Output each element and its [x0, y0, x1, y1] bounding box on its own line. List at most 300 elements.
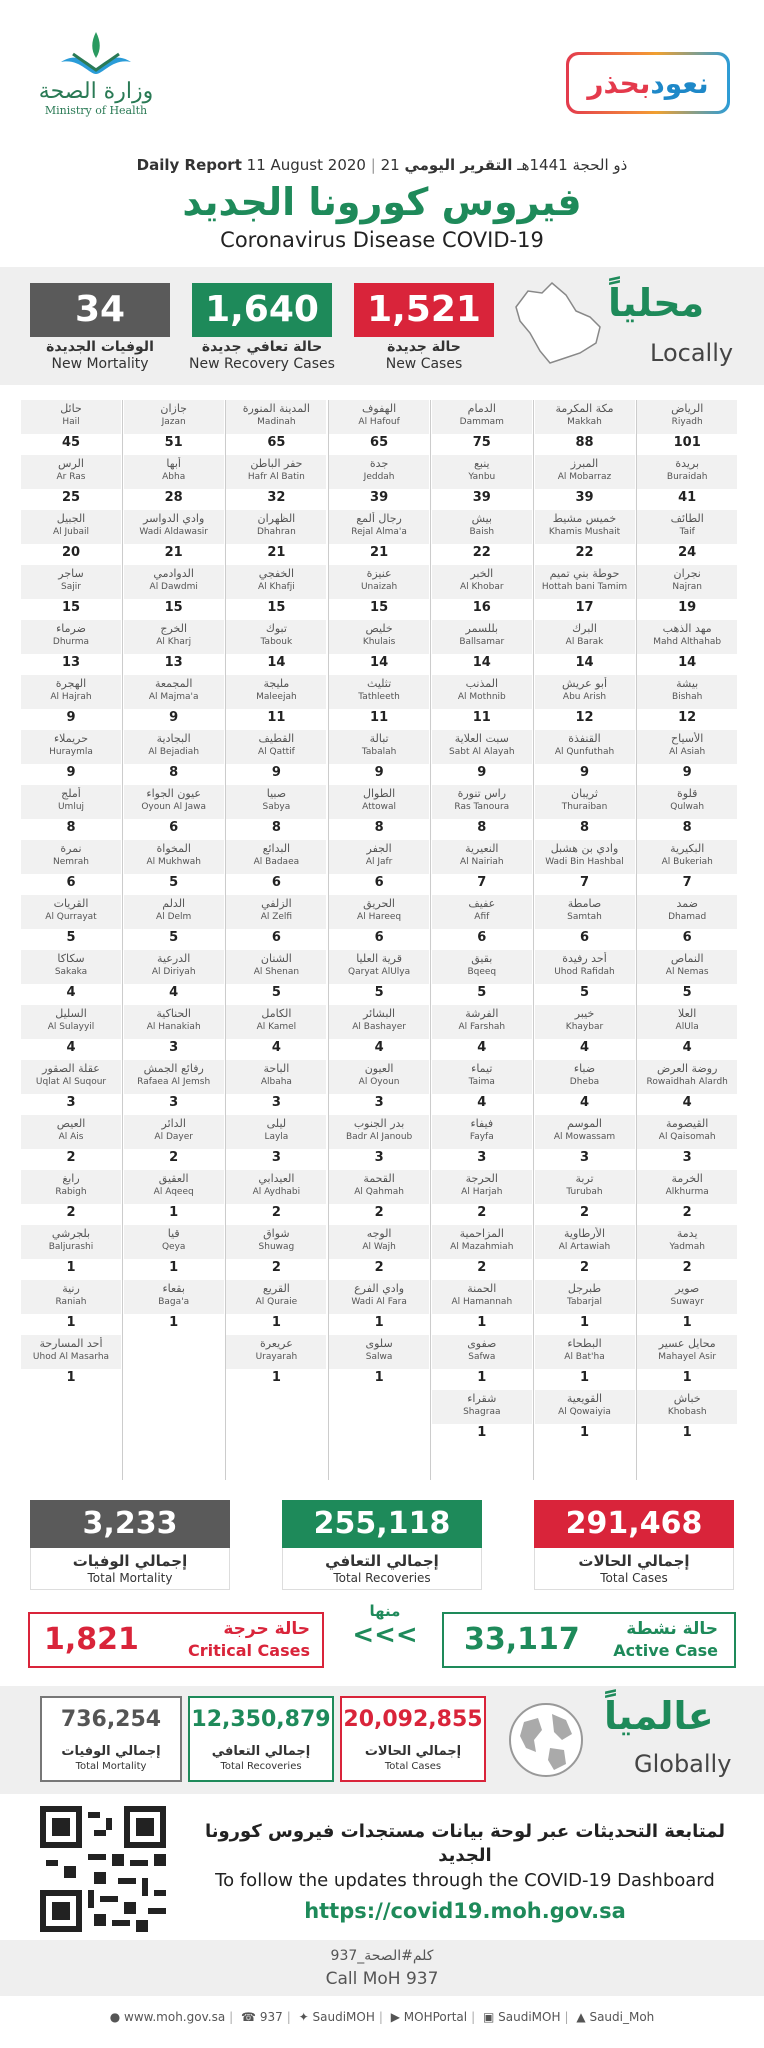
city-name-box: [637, 620, 737, 654]
city-case-count: 8: [374, 820, 384, 835]
city-name-en: Al Mobarraz: [557, 472, 612, 482]
city-case-count: 13: [164, 655, 183, 670]
city-name-ar: صبيا: [266, 787, 287, 800]
local-label-en: Locally: [650, 339, 734, 367]
city-case-count: 1: [682, 1315, 692, 1330]
global-recoveries-en: Total Recoveries: [220, 1761, 302, 1772]
city-name-en: Al Khobar: [460, 582, 504, 592]
city-name-ar: شواق: [263, 1227, 290, 1240]
city-name-box: [637, 1005, 737, 1039]
city-name-en: Dhahran: [257, 527, 296, 537]
total-recoveries-value: 255,118: [282, 1500, 482, 1548]
city-name-box: [535, 1225, 635, 1259]
city-name-en: Madinah: [257, 417, 296, 427]
city-name-ar: أحد رفيدة: [562, 952, 607, 965]
city-name-ar: الحرجة: [465, 1172, 498, 1185]
city-name-en: Al Delm: [156, 912, 192, 922]
city-name-box: [432, 1005, 532, 1039]
new-recoveries-ar: حالة تعافي جديدة: [201, 339, 323, 355]
city-name-ar: الأرطاوية: [563, 1227, 606, 1240]
global-cases-card: [340, 1696, 486, 1782]
city-name-en: Khulais: [362, 637, 396, 647]
city-name-ar: العلا: [678, 1007, 697, 1020]
city-name-ar: العيص: [56, 1117, 86, 1130]
city-name-box: [21, 400, 121, 434]
city-name-box: [329, 1280, 429, 1314]
city-name-ar: نجران: [673, 567, 701, 580]
city-name-box: [535, 565, 635, 599]
global-recoveries-card: [188, 1696, 334, 1782]
city-name-ar: بللسمر: [465, 622, 499, 635]
city-name-ar: سبت العلاية: [454, 732, 509, 745]
city-name-ar: صوير: [675, 1282, 700, 1295]
city-cell: [226, 510, 326, 562]
city-name-box: [637, 840, 737, 874]
city-name-en: Al Mothnib: [457, 692, 506, 702]
city-cell: [432, 1280, 532, 1332]
city-name-en: Dammam: [459, 417, 504, 427]
city-cell: [329, 840, 429, 892]
city-name-en: Al Qowaiyia: [558, 1407, 611, 1417]
city-name-box: [432, 1115, 532, 1149]
total-cases-ar: إجمالي الحالات: [578, 1552, 690, 1570]
city-name-box: [124, 1060, 224, 1094]
city-case-count: 3: [374, 1095, 384, 1110]
city-name-box: [329, 1115, 429, 1149]
city-name-ar: ثريبان: [571, 787, 598, 800]
city-name-ar: تيماء: [471, 1062, 493, 1075]
city-cell: [329, 895, 429, 947]
city-case-count: 6: [66, 875, 76, 890]
city-name-en: Al Diriyah: [151, 967, 196, 977]
city-name-ar: المدينة المنورة: [242, 402, 310, 415]
city-case-count: 45: [61, 435, 81, 450]
footer-instagram[interactable]: SaudiMOH: [498, 2010, 561, 2024]
city-cell: [432, 950, 532, 1002]
global-mortality-ar: إجمالي الوفيات: [61, 1744, 161, 1759]
city-name-box: [124, 565, 224, 599]
city-name-box: [226, 565, 326, 599]
city-case-count: 14: [472, 655, 491, 670]
city-name-box: [535, 1005, 635, 1039]
city-name-ar: الدائر: [161, 1117, 186, 1130]
city-name-ar: رجال ألمع: [356, 512, 402, 525]
city-cell: [637, 1005, 737, 1057]
city-name-box: [432, 1225, 532, 1259]
city-name-box: [21, 620, 121, 654]
footer-phone[interactable]: 937: [259, 2010, 283, 2024]
city-name-ar: النعيرية: [465, 842, 499, 855]
city-cell: [329, 1170, 429, 1222]
city-name-ar: أملج: [61, 787, 81, 800]
city-case-count: 39: [472, 490, 491, 505]
city-case-count: 2: [682, 1205, 692, 1220]
city-case-count: 4: [374, 1040, 384, 1055]
city-cell: [226, 400, 326, 452]
city-case-count: 3: [579, 1150, 590, 1165]
city-case-count: 2: [374, 1260, 384, 1275]
city-name-en: Abu Arish: [562, 692, 607, 702]
follow-text-ar: لمتابعة التحديثات عبر لوحة بيانات مستجدات فيروس كورونا الجديد: [204, 1821, 726, 1866]
city-case-count: 9: [374, 765, 384, 780]
city-name-box: [637, 1390, 737, 1424]
city-name-box: [226, 675, 326, 709]
new-cases-value: 1,521: [354, 283, 494, 337]
city-case-count: 2: [66, 1205, 76, 1220]
city-name-ar: بيش: [471, 512, 492, 525]
city-name-ar: البطحاء: [567, 1337, 602, 1350]
city-name-ar: الخفجي: [258, 567, 295, 580]
global-mortality-card: [40, 1696, 182, 1782]
city-name-box: [226, 400, 326, 434]
city-case-count: 6: [374, 930, 384, 945]
city-name-box: [226, 950, 326, 984]
city-name-box: [226, 1005, 326, 1039]
city-name-en: Al Jafr: [365, 857, 393, 867]
city-name-box: [329, 840, 429, 874]
city-name-en: AlUla: [675, 1022, 699, 1032]
city-cell: [124, 1280, 224, 1332]
city-case-count: 4: [271, 1040, 281, 1055]
critical-cases-value: 1,821: [44, 1622, 139, 1657]
city-name-box: [329, 950, 429, 984]
city-case-count: 19: [678, 600, 697, 615]
city-cell: [21, 510, 121, 562]
city-name-en: Fayfa: [469, 1132, 494, 1142]
city-case-count: 1: [477, 1425, 487, 1440]
city-name-en: Al Qaisomah: [658, 1132, 716, 1142]
city-cell: [21, 1225, 121, 1277]
city-cell: [21, 840, 121, 892]
city-cell: [535, 620, 635, 672]
slogan-word-2: بحذر: [587, 66, 651, 100]
city-case-count: 15: [164, 600, 183, 615]
city-case-count: 2: [477, 1205, 487, 1220]
city-name-en: Nemrah: [53, 857, 89, 867]
city-cell: [124, 840, 224, 892]
city-name-ar: بيشة: [676, 677, 699, 690]
city-name-ar: حوطة بني تميم: [549, 567, 620, 580]
city-name-ar: ينبع: [474, 457, 490, 470]
city-name-en: Jazan: [161, 417, 186, 427]
globe-icon: [506, 1700, 586, 1780]
city-name-ar: ضمد: [676, 897, 698, 910]
city-name-en: Khamis Mushait: [548, 527, 621, 537]
city-case-count: 4: [682, 1095, 692, 1110]
city-case-count: 39: [575, 490, 594, 505]
city-name-box: [637, 730, 737, 764]
city-case-count: 4: [682, 1040, 692, 1055]
city-name-box: [124, 1005, 224, 1039]
city-case-count: 15: [370, 600, 389, 615]
city-cell: [21, 620, 121, 672]
dashboard-link[interactable]: https://covid19.moh.gov.sa: [304, 1899, 626, 1923]
city-case-count: 1: [579, 1370, 590, 1385]
city-name-en: Al Dayer: [154, 1132, 193, 1142]
city-name-en: Al Farshah: [458, 1022, 506, 1032]
local-label-ar: محلياً: [608, 281, 705, 325]
city-name-ar: البكيرية: [670, 842, 705, 855]
city-name-en: Al Khafji: [257, 582, 295, 592]
city-name-en: Tathleeth: [358, 692, 400, 702]
new-cases-en: New Cases: [385, 356, 463, 372]
city-cell: [124, 730, 224, 782]
city-case-count: 6: [682, 930, 692, 945]
city-name-box: [124, 950, 224, 984]
report-date-line: Daily Report 11 August 2020 | 21 ذو الحجة 1441هـ التقرير اليومي: [136, 156, 628, 174]
city-case-count: 17: [575, 600, 594, 615]
city-case-count: 11: [267, 710, 286, 725]
city-name-ar: الباحة: [263, 1062, 290, 1075]
city-name-ar: الحريق: [363, 897, 395, 910]
city-name-ar: حريملاء: [53, 732, 89, 745]
city-name-en: Al Hafouf: [358, 417, 400, 427]
city-name-box: [432, 1280, 532, 1314]
city-name-ar: وادي الدواسر: [143, 512, 205, 525]
global-label-en: Globally: [634, 1750, 732, 1778]
column-divider: [430, 400, 431, 1480]
city-case-count: 1: [682, 1370, 692, 1385]
city-name-en: Mahd Althahab: [653, 637, 722, 647]
city-case-count: 1: [682, 1425, 692, 1440]
footer-youtube[interactable]: MOHPortal: [403, 2010, 468, 2024]
city-cell: [21, 565, 121, 617]
city-name-box: [535, 400, 635, 434]
city-name-en: Taif: [679, 527, 695, 537]
city-name-ar: سكاكا: [57, 952, 85, 965]
city-cell: [535, 675, 635, 727]
city-name-en: Hafr Al Batin: [247, 472, 305, 482]
footer-snapchat[interactable]: Saudi_Moh: [589, 2010, 655, 2024]
city-cell: [226, 1060, 326, 1112]
city-name-ar: الوجه: [366, 1227, 392, 1240]
call-text-en: Call MoH 937: [325, 1969, 439, 1989]
city-name-en: Sabt Al Alayah: [449, 747, 515, 757]
city-case-count: 3: [271, 1095, 281, 1110]
city-cell: [124, 1005, 224, 1057]
footer-twitter[interactable]: SaudiMOH: [312, 2010, 375, 2024]
city-cell: [226, 895, 326, 947]
city-cell: [329, 950, 429, 1002]
city-cell: [637, 1225, 737, 1277]
city-name-en: Al Qunfuthah: [554, 747, 615, 757]
city-cell: [226, 785, 326, 837]
city-cell: [21, 895, 121, 947]
global-section: [0, 1686, 764, 1794]
moh-emblem-icon: [51, 28, 141, 80]
city-name-en: Umluj: [57, 802, 85, 812]
city-name-en: Ar Ras: [56, 472, 86, 482]
city-name-ar: مهد الذهب: [662, 622, 712, 635]
city-cell: [124, 895, 224, 947]
city-name-en: Jeddah: [363, 472, 395, 482]
city-cell: [637, 565, 737, 617]
city-cell: [535, 785, 635, 837]
city-name-ar: فيفاء: [470, 1117, 494, 1130]
follow-text-en: To follow the updates through the COVID-19 Dashboard: [215, 1870, 715, 1891]
city-name-box: [124, 620, 224, 654]
city-name-en: Wadi Aldawasir: [139, 527, 208, 537]
city-name-box: [226, 1335, 326, 1369]
city-name-box: [637, 400, 737, 434]
city-name-box: [535, 510, 635, 544]
city-case-count: 3: [66, 1095, 76, 1110]
city-name-en: Taima: [468, 1077, 495, 1087]
city-cell: [124, 675, 224, 727]
city-name-en: Baish: [469, 527, 495, 537]
city-name-en: Khaybar: [565, 1022, 604, 1032]
city-name-ar: الطائف: [670, 512, 704, 525]
city-case-count: 2: [579, 1260, 590, 1275]
city-name-box: [329, 1335, 429, 1369]
city-cell: [535, 1115, 635, 1167]
city-name-en: Al Hajrah: [50, 692, 92, 702]
city-name-box: [329, 1225, 429, 1259]
city-name-ar: المزاحمية: [459, 1227, 504, 1240]
city-name-en: Al Mowassam: [553, 1132, 616, 1142]
city-case-count: 2: [477, 1260, 487, 1275]
city-case-count: 3: [169, 1040, 179, 1055]
city-name-box: [124, 895, 224, 929]
city-cell: [535, 895, 635, 947]
city-name-ar: النماص: [670, 952, 704, 965]
city-name-en: Yadmah: [669, 1242, 705, 1252]
of-which-label: منها: [369, 1602, 401, 1620]
city-cell: [432, 785, 532, 837]
city-name-box: [432, 675, 532, 709]
city-name-box: [637, 950, 737, 984]
city-case-count: 4: [477, 1095, 487, 1110]
city-name-en: Huraymla: [49, 747, 93, 757]
city-case-count: 65: [267, 435, 286, 450]
city-name-ar: أبها: [166, 457, 181, 470]
city-name-en: Alkhurma: [665, 1187, 709, 1197]
city-cell: [329, 1005, 429, 1057]
city-name-box: [432, 730, 532, 764]
city-name-en: Albaha: [260, 1077, 292, 1087]
city-case-count: 2: [374, 1205, 384, 1220]
city-name-ar: بلجرشي: [51, 1227, 91, 1240]
city-cell: [21, 785, 121, 837]
city-name-en: Baga'a: [158, 1297, 190, 1307]
city-name-ar: الدوادمي: [153, 567, 194, 580]
global-recoveries-value: 12,350,879: [191, 1707, 331, 1732]
city-name-en: Al Wajh: [362, 1242, 396, 1252]
city-name-ar: نمرة: [60, 842, 82, 855]
city-name-en: Urayarah: [255, 1352, 298, 1362]
city-name-ar: وادي بن هشبل: [550, 842, 619, 855]
city-name-en: Al Barak: [565, 637, 604, 647]
city-name-box: [432, 620, 532, 654]
city-name-ar: الدلم: [162, 897, 186, 910]
city-name-box: [21, 1225, 121, 1259]
city-case-count: 9: [66, 710, 76, 725]
city-name-ar: خيبر: [574, 1007, 595, 1020]
footer-website[interactable]: www.moh.gov.sa: [124, 2010, 226, 2024]
city-name-en: Sabya: [262, 802, 291, 812]
city-name-box: [124, 730, 224, 764]
city-name-box: [226, 1225, 326, 1259]
city-name-ar: الحمنة: [467, 1282, 497, 1295]
city-name-ar: البدائع: [262, 842, 291, 855]
city-case-count: 2: [271, 1205, 281, 1220]
local-section: [0, 267, 764, 385]
city-name-ar: بقيق: [471, 952, 493, 965]
city-cell: [226, 565, 326, 617]
city-name-box: [226, 1170, 326, 1204]
total-mortality-en: Total Mortality: [87, 1571, 173, 1585]
new-mortality-label: [20, 339, 180, 373]
city-case-count: 1: [374, 1315, 384, 1330]
city-cell: [432, 840, 532, 892]
city-name-en: Tabouk: [260, 637, 293, 647]
city-name-box: [329, 620, 429, 654]
city-name-box: [432, 455, 532, 489]
city-cell: [21, 1335, 121, 1387]
footer-links: ● www.moh.gov.sa | ☎ 937 | ✦ SaudiMOH | ▶ MOHPortal | ▣ SaudiMOH | ▲ Saudi_Moh: [109, 2010, 655, 2024]
city-cell: [535, 455, 635, 507]
city-name-box: [535, 1280, 635, 1314]
city-name-box: [329, 565, 429, 599]
city-name-box: [432, 1060, 532, 1094]
city-cell: [535, 1335, 635, 1387]
moh-logo: [26, 28, 166, 138]
city-name-box: [637, 675, 737, 709]
city-name-en: Qeya: [161, 1242, 186, 1252]
city-case-count: 9: [477, 765, 487, 780]
city-name-box: [535, 840, 635, 874]
city-name-en: Al Bukeriah: [661, 857, 713, 867]
city-cell: [124, 785, 224, 837]
city-name-ar: الخرج: [160, 622, 188, 635]
city-cell: [637, 675, 737, 727]
city-name-ar: المخواة: [156, 842, 191, 855]
city-cell: [637, 1280, 737, 1332]
city-cell: [432, 1390, 532, 1442]
city-name-en: Khobash: [667, 1407, 707, 1417]
city-name-ar: قيا: [167, 1227, 180, 1240]
city-name-ar: الحناكية: [156, 1007, 191, 1020]
phone-icon: ☎: [241, 2010, 256, 2024]
city-name-ar: الخرمة: [671, 1172, 703, 1185]
city-name-ar: ساجر: [58, 567, 84, 580]
city-name-ar: القويعية: [566, 1392, 603, 1405]
city-case-count: 9: [66, 765, 76, 780]
instagram-icon: ▣: [482, 2010, 495, 2024]
saudi-map-icon: [506, 277, 606, 369]
city-name-en: Al Bashayer: [352, 1022, 406, 1032]
city-cell: [432, 565, 532, 617]
city-name-box: [124, 400, 224, 434]
city-name-ar: صامطة: [567, 897, 602, 910]
city-name-ar: القيصومة: [666, 1117, 709, 1130]
city-case-count: 6: [271, 930, 281, 945]
city-cell: [124, 620, 224, 672]
city-name-ar: مكة المكرمة: [555, 402, 614, 415]
city-name-box: [535, 1390, 635, 1424]
city-name-en: Rowaidhah Alardh: [646, 1077, 728, 1087]
city-name-ar: الزلفي: [261, 897, 292, 910]
city-cell: [637, 1060, 737, 1112]
city-name-ar: شقراء: [467, 1392, 497, 1405]
city-name-box: [226, 510, 326, 544]
city-case-count: 1: [579, 1315, 590, 1330]
total-mortality-card: [30, 1500, 230, 1590]
city-case-count: 14: [678, 655, 697, 670]
city-name-box: [21, 510, 121, 544]
city-name-en: Ras Tanoura: [454, 802, 510, 812]
global-cases-value: 20,092,855: [343, 1707, 483, 1732]
